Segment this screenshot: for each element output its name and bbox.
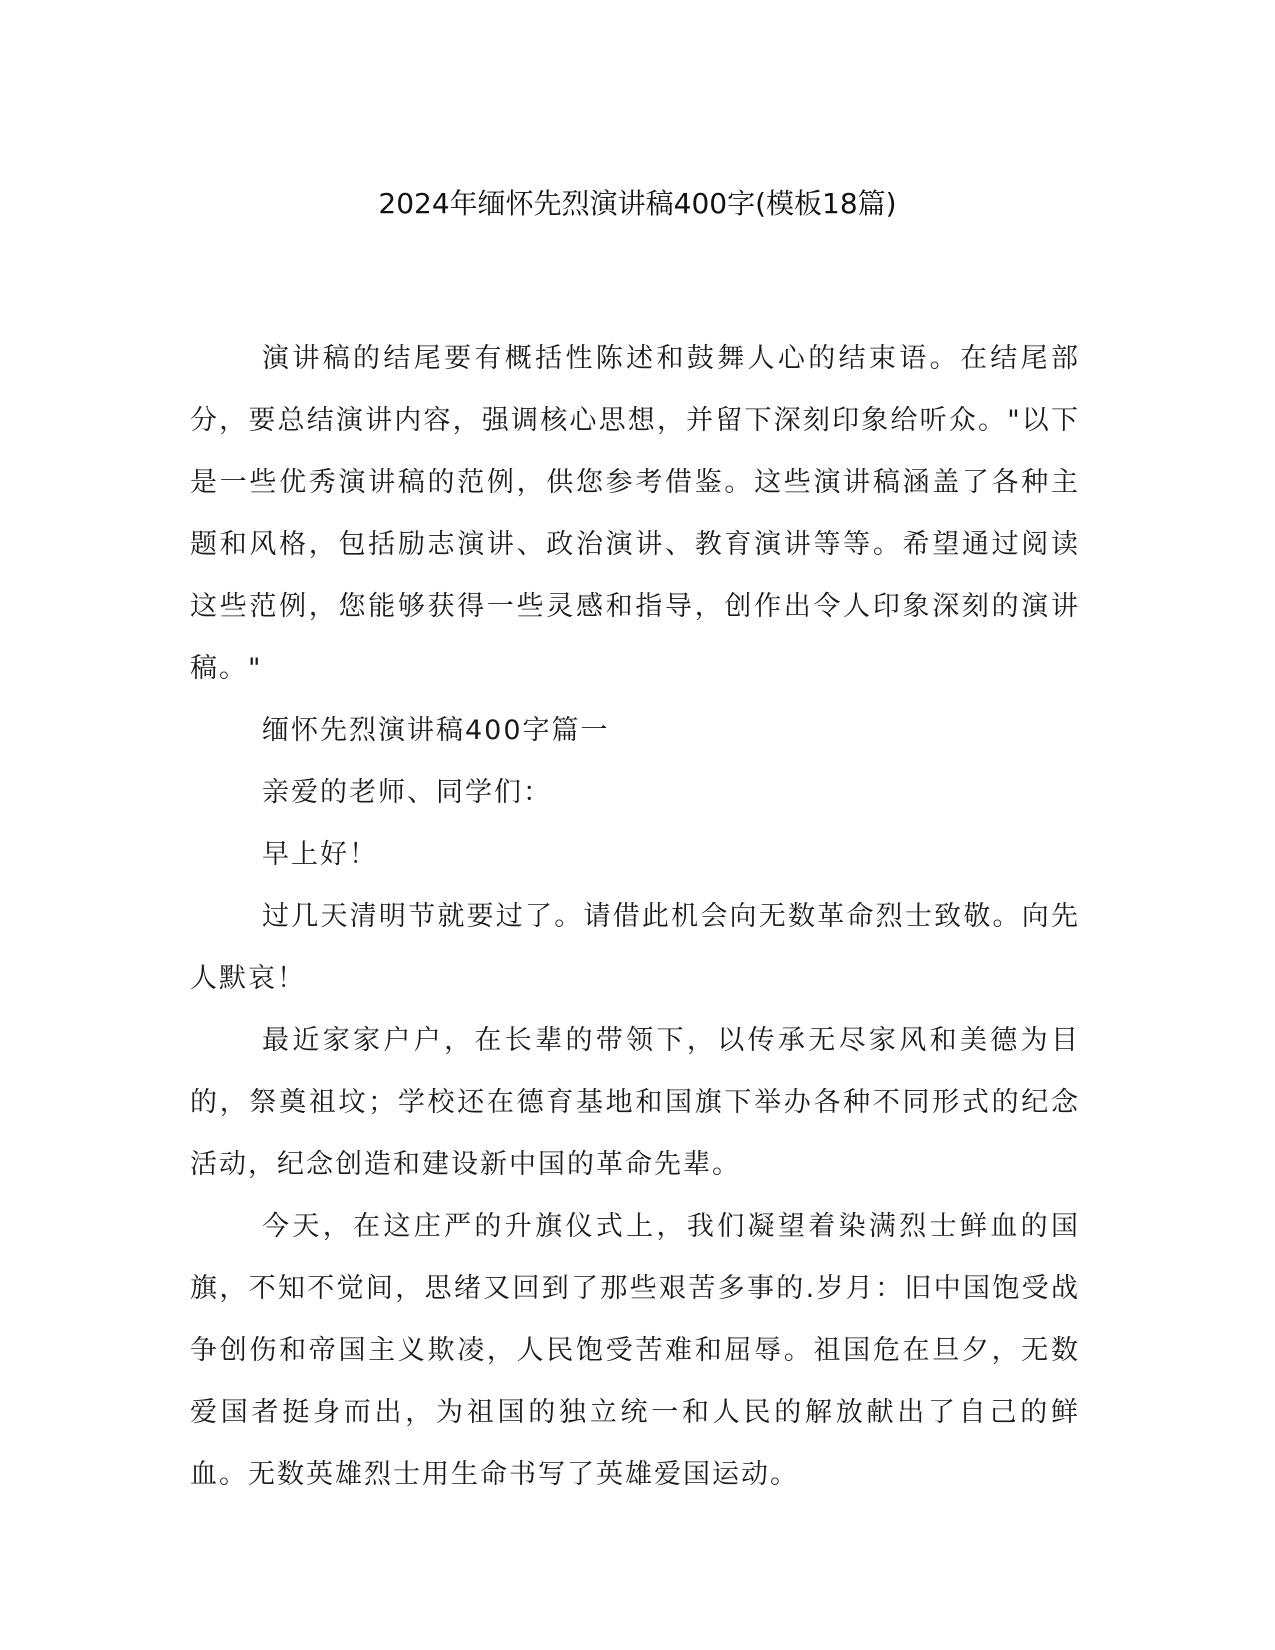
body-paragraph: 今天，在这庄严的升旗仪式上，我们凝望着染满烈士鲜血的国旗，不知不觉间，思绪又回到了那些艰苦多事的.岁月：旧中国饱受战争创伤和帝国主义欺凌，人民饱受苦难和屈辱。祖国危在旦夕，无数爱国者挺身而出，为祖国的独立统一和人民的解放献出了自己的鲜血。无数英雄烈士用生命书写了英雄爱国运动。 xyxy=(190,1211,1080,1490)
section-heading: 缅怀先烈演讲稿400字篇一 xyxy=(262,715,610,746)
document-body xyxy=(190,328,1080,1506)
greeting: 早上好！ xyxy=(262,839,378,870)
intro-paragraph: 演讲稿的结尾要有概括性陈述和鼓舞人心的结束语。在结尾部分，要总结演讲内容，强调核心思想，并留下深刻印象给听众。"以下是一些优秀演讲稿的范例，供您参考借鉴。这些演讲稿涵盖了各种主题和风格，包括励志演讲、政治演讲、教育演讲等等。希望通过阅读这些范例，您能够获得一些灵感和指导，创作出令人印象深刻的演讲稿。" xyxy=(190,343,1080,684)
salutation: 亲爱的老师、同学们： xyxy=(262,777,552,808)
body-paragraph: 最近家家户户，在长辈的带领下，以传承无尽家风和美德为目的，祭奠祖坟；学校还在德育基地和国旗下举办各种不同形式的纪念活动，纪念创造和建设新中国的革命先辈。 xyxy=(190,1025,1080,1180)
body-paragraph: 过几天清明节就要过了。请借此机会向无数革命烈士致敬。向先人默哀！ xyxy=(190,901,1080,994)
document-title: 2024年缅怀先烈演讲稿400字(模板18篇) xyxy=(378,187,897,220)
